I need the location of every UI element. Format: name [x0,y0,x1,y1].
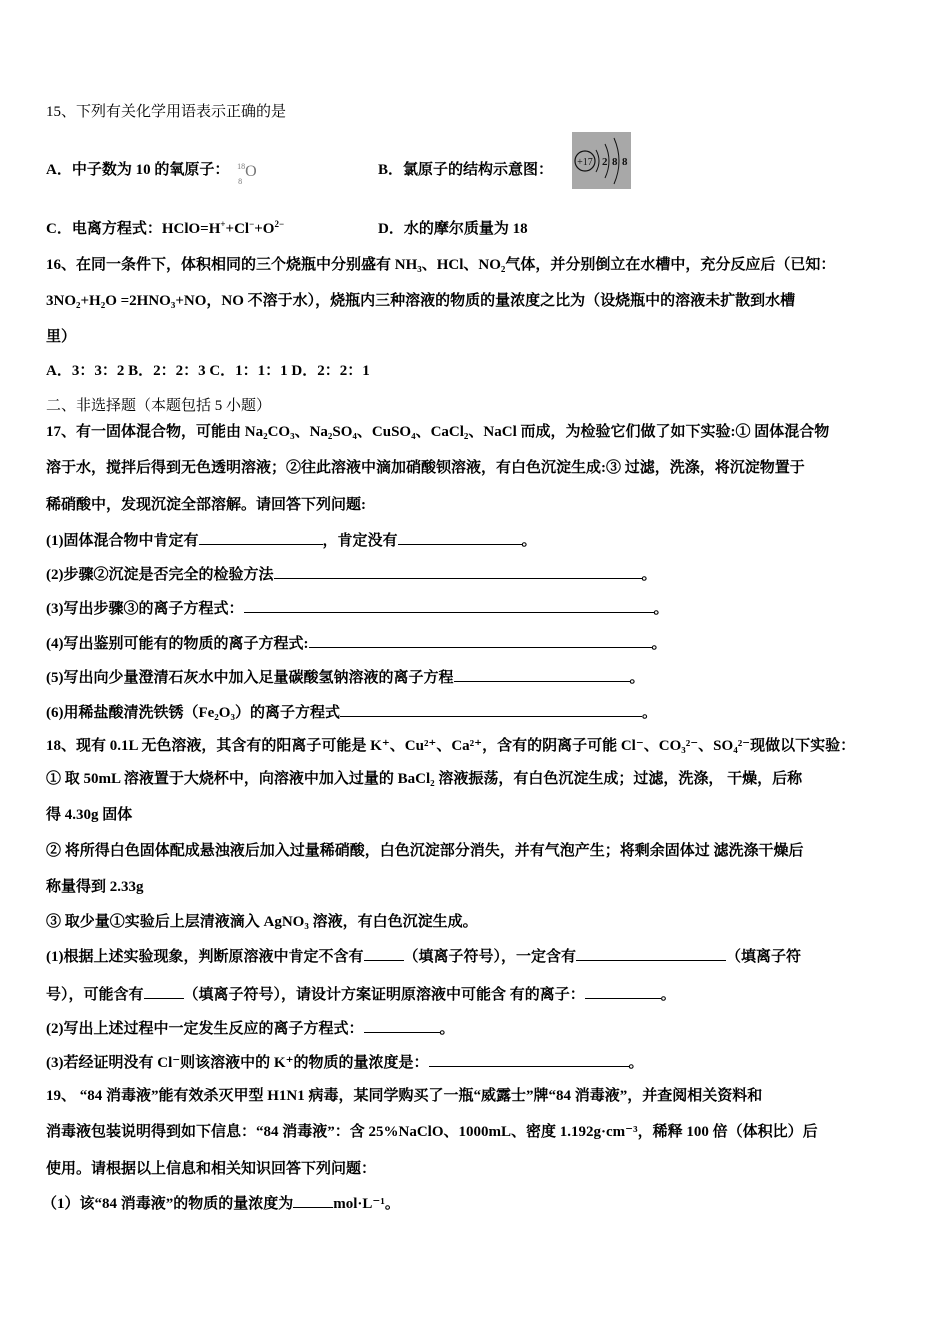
answer-blank[interactable] [144,984,184,999]
q15-option-d: D．水的摩尔质量为 18 [378,221,528,237]
answer-blank[interactable] [429,1052,629,1067]
q17-part-3: (3)写出步骤③的离子方程式： 。 [46,598,669,619]
answer-blank[interactable] [585,984,661,999]
answer-blank[interactable] [340,702,642,717]
q18-line-5: 称量得到 2.33g [46,879,144,895]
answer-blank[interactable] [364,946,404,961]
q19-line-3: 使用。请根据以上信息和相关知识回答下列问题： [46,1161,377,1177]
q17-part-1: (1)固体混合物中肯定有 ，肯定没有 。 [46,530,537,551]
q18-part-3: (3)若经证明没有 Cl⁻则该溶液中的 K⁺的物质的量浓度是： 。 [46,1052,644,1073]
q17-part-6: (6)用稀盐酸清洗铁锈（Fe₂O₃）的离子方程式 。 [46,702,657,723]
oxygen-isotope-symbol: 18 8 O [237,161,257,186]
q17-part-5: (5)写出向少量澄清石灰水中加入足量碳酸氢钠溶液的离子方程 。 [46,667,645,688]
svg-text:8: 8 [622,156,628,168]
answer-blank[interactable] [454,667,630,682]
q17-part-4: (4)写出鉴别可能有的物质的离子方程式: 。 [46,633,667,654]
answer-blank[interactable] [309,633,652,648]
q18-part-2: (2)写出上述过程中一定发生反应的离子方程式： 。 [46,1018,455,1039]
answer-blank[interactable] [244,598,654,613]
answer-blank[interactable] [293,1193,333,1208]
answer-blank[interactable] [576,946,726,961]
q18-line-3: 得 4.30g 固体 [46,807,133,823]
q16-line-3: 里） [46,329,77,345]
q18-line-2: ① 取 50mL 溶液置于大烧杯中，向溶液中加入过量的 BaCl₂ 溶液振荡，有白色沉淀生成；过滤，洗涤， 干燥，后称 [46,771,803,787]
answer-blank[interactable] [364,1018,440,1033]
svg-text:8: 8 [612,156,618,168]
answer-blank[interactable] [274,564,642,579]
q18-part-1-line-1: (1)根据上述实验现象，判断原溶液中肯定不含有 （填离子符号），一定含有 （填离子符 [46,946,801,967]
q15-option-c: C．电离方程式：$HClO=H^++Cl^-+O^{2-}$ [46,219,285,237]
chlorine-atom-diagram-image [572,132,631,189]
q15-option-a-text: A．中子数为 10 的氧原子： [46,162,230,178]
q15-title: 15、下列有关化学用语表示正确的是 [46,104,287,120]
svg-text:2: 2 [602,156,608,168]
answer-blank[interactable] [398,530,522,545]
q15-option-a [46,160,263,186]
q19-part-1: （1）该“84 消毒液”的物质的量浓度为 mol·L⁻¹。 [42,1193,400,1214]
q17-line-1: 17、有一固体混合物，可能由 Na₂CO₃、Na₂SO₄、CuSO₄、CaCl₂、NaCl 而成，为检验它们做了如下实验:① 固体混合物 [46,424,830,440]
q18-part-1-line-2: 号），可能含有 （填离子符号），请设计方案证明原溶液中可能含 有的离子： 。 [46,984,676,1005]
q17-line-3: 稀硝酸中，发现沉淀全部溶解。请回答下列问题: [46,497,366,513]
q17-part-2: (2)步骤②沉淀是否完全的检验方法 。 [46,564,657,585]
q18-line-6: ③ 取少量①实验后上层清液滴入 AgNO₃ 溶液，有白色沉淀生成。 [46,914,478,930]
q19-line-1: 19、 “84 消毒液”能有效杀灭甲型 H1N1 病毒，某同学购买了一瓶“威露士”牌“84 消毒液”，并查阅相关资料和 [46,1088,763,1104]
q15-option-b: B．氯原子的结构示意图： [378,162,554,178]
q19-line-2: 消毒液包装说明得到如下信息：“84 消毒液”：含 25%NaClO、1000mL、密度 1.192g·cm⁻³，稀释 100 倍（体积比）后 [46,1124,818,1140]
q16-options: A．3：3：2 B．2：2：3 C．1：1：1 D．2：2：1 [46,363,370,379]
answer-blank[interactable] [199,530,323,545]
q18-line-1: 18、现有 0.1L 无色溶液，其含有的阳离子可能是 K⁺、Cu²⁺、Ca²⁺，含有的阴离子可能 Cl⁻、CO₃²⁻、SO₄²⁻现做以下实验： [46,738,856,754]
svg-text:+17: +17 [577,157,593,168]
q16-line-2: 3NO₂+H₂O =2HNO₃+NO，NO 不溶于水），烧瓶内三种溶液的物质的量浓度之比为（设烧瓶中的溶液未扩散到水槽 [46,293,796,309]
q18-line-4: ② 将所得白色固体配成悬浊液后加入过量稀硝酸，白色沉淀部分消失，并有气泡产生；将剩余固体过 滤洗涤干燥后 [46,843,804,859]
q16-line-1: 16、在同一条件下，体积相同的三个烧瓶中分别盛有 NH₃、HCl、NO₂气体，并分别倒立在水槽中，充分反应后（已知： [46,257,836,273]
q17-line-2: 溶于水，搅拌后得到无色透明溶液；②往此溶液中滴加硝酸钡溶液，有白色沉淀生成:③ 过滤，洗涤，将沉淀物置于 [46,460,805,476]
section-heading: 二、非选择题（本题包括 5 小题） [46,398,272,414]
